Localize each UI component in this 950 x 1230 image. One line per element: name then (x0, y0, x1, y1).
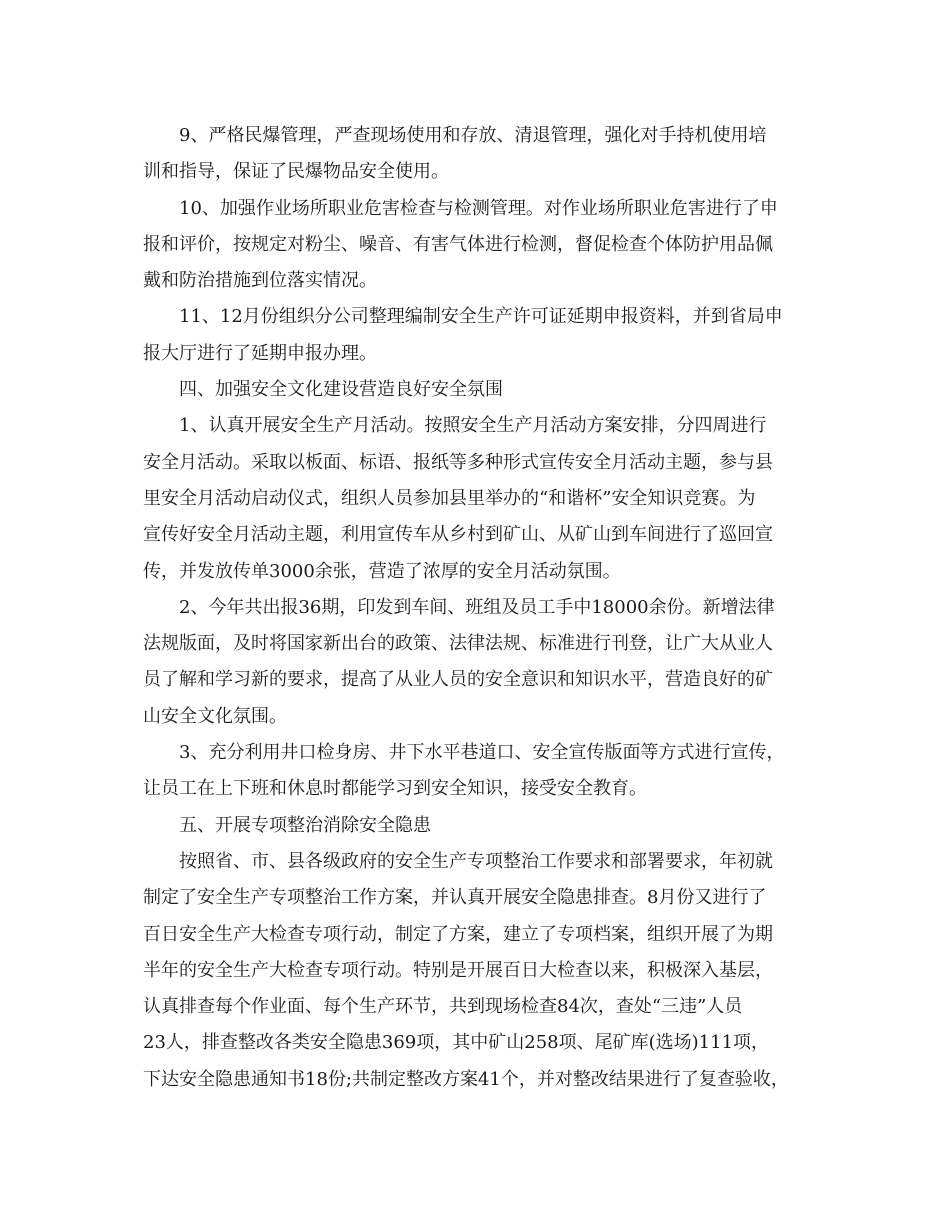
text-line: 训和指导，保证了民爆物品安全使用。 (143, 161, 449, 183)
text-line: 安全月活动。采取以板面、标语、报纸等多种形式宣传安全月活动主题，参与县 (143, 451, 773, 473)
text-line: 制定了安全生产专项整治工作方案，并认真开展安全隐患排查。8月份又进行了 (143, 887, 767, 909)
text-line: 按照省、市、县各级政府的安全生产专项整治工作要求和部署要求，年初就 (179, 850, 773, 872)
paragraph-item-9 (143, 118, 823, 191)
text-line: 1、认真开展安全生产月活动。按照安全生产月活动方案安排，分四周进行 (179, 415, 767, 437)
text-line: 3、充分利用井口检身房、井下水平巷道口、安全宣传版面等方式进行宣传， (179, 742, 785, 764)
text-line: 传，并发放传单3000余张，营造了浓厚的安全月活动氛围。 (143, 560, 621, 582)
paragraph-sec4-item-2 (143, 590, 823, 735)
text-line: 法规版面，及时将国家新出台的政策、法律法规、标准进行刊登，让广大从业人 (143, 633, 773, 655)
document-body (143, 118, 823, 1098)
text-line: 五、开展专项整治消除安全隐患 (179, 814, 431, 836)
paragraph-sec4-item-1 (143, 408, 823, 589)
text-line: 半年的安全生产大检查专项行动。特别是开展百日大检查以来，积极深入基层， (143, 959, 773, 981)
paragraph-sec4-item-3 (143, 735, 823, 808)
text-line: 10、加强作业场所职业危害检查与检测管理。对作业场所职业危害进行了申 (179, 197, 778, 219)
paragraph-item-11 (143, 299, 823, 372)
text-line: 员了解和学习新的要求，提高了从业人员的安全意识和知识水平，营造良好的矿 (143, 669, 773, 691)
section-heading-5 (143, 808, 823, 844)
text-line: 百日安全生产大检查专项行动，制定了方案，建立了专项档案，组织开展了为期 (143, 923, 773, 945)
text-line: 四、加强安全文化建设营造良好安全氛围 (179, 379, 503, 401)
paragraph-item-10 (143, 191, 823, 300)
text-line: 山安全文化氛围。 (143, 705, 287, 727)
text-line: 9、严格民爆管理，严查现场使用和存放、清退管理，强化对手持机使用培 (179, 125, 767, 146)
text-line: 认真排查每个作业面、每个生产环节，共到现场检查84次，查处“三违”人员 (143, 996, 743, 1018)
text-line: 23人，排查整改各类安全隐患369项，其中矿山258项、尾矿库(选场)111项， (143, 1032, 770, 1054)
text-line: 2、今年共出报36期，印发到车间、班组及员工手中18000余份。新增法律 (179, 596, 775, 618)
text-line: 宣传好安全月活动主题，利用宣传车从乡村到矿山、从矿山到车间进行了巡回宣 (143, 524, 773, 546)
text-line: 里安全月活动启动仪式，组织人员参加县里举办的“和谐杯”安全知识竞赛。为 (143, 487, 756, 509)
text-line: 戴和防治措施到位落实情况。 (143, 270, 377, 292)
text-line: 11、12月份组织分公司整理编制安全生产许可证延期申报资料，并到省局申 (179, 306, 783, 328)
text-line: 报大厅进行了延期申报办理。 (143, 342, 377, 364)
text-line: 让员工在上下班和休息时都能学习到安全知识，接受安全教育。 (143, 778, 647, 800)
text-line: 报和评价，按规定对粉尘、噪音、有害气体进行检测，督促检查个体防护用品佩 (143, 233, 773, 255)
paragraph-sec5-body (143, 844, 823, 1098)
text-line: 下达安全隐患通知书18份;共制定整改方案41个，并对整改结果进行了复查验收， (143, 1068, 789, 1090)
section-heading-4 (143, 372, 823, 408)
